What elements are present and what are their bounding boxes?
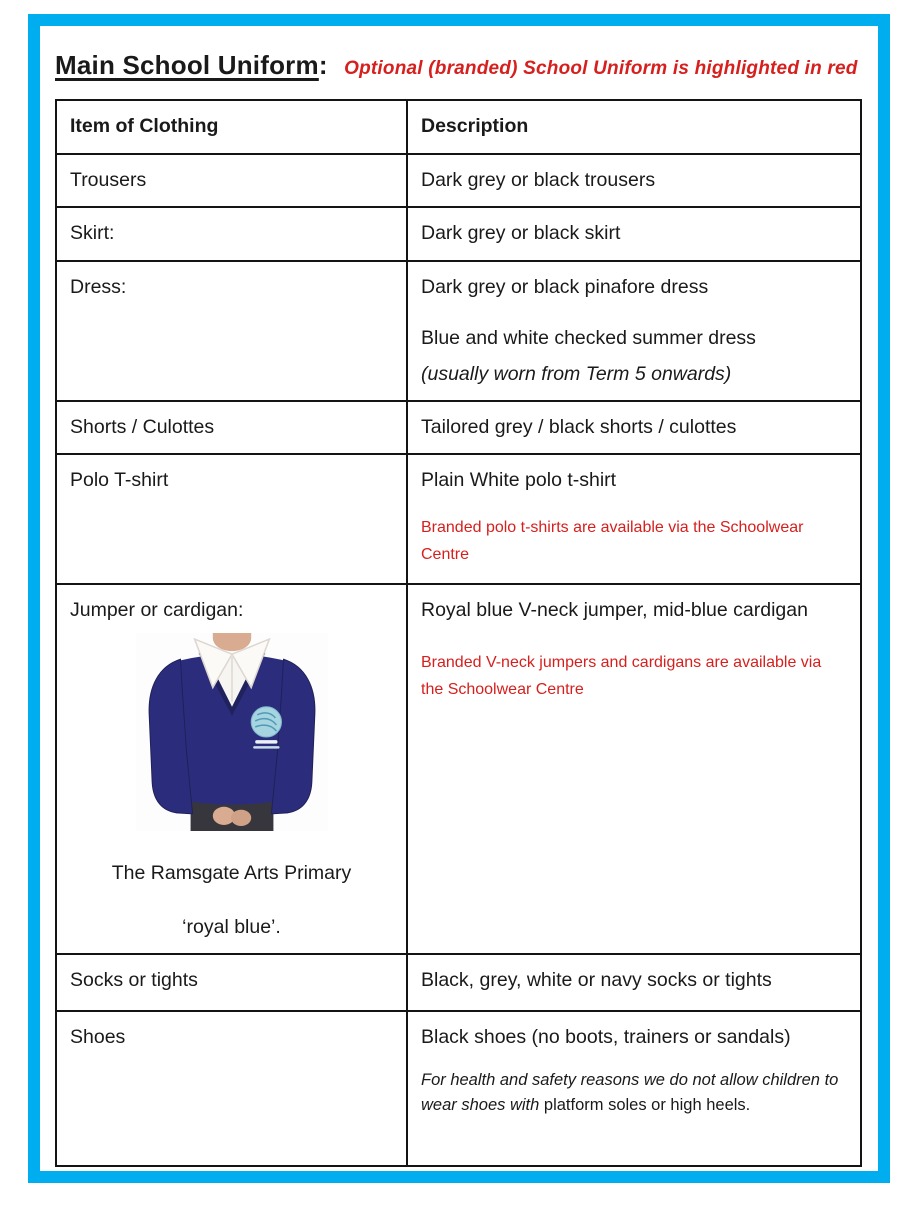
- desc-text: Dark grey or black pinafore dress: [421, 276, 709, 299]
- desc-text: Tailored grey / black shorts / culottes: [421, 416, 737, 439]
- item-cell: Shoes: [56, 1011, 407, 1166]
- branded-red-note: Branded polo t-shirts are available via the Schoolwear Centre: [421, 518, 804, 563]
- item-cell-jumper: [56, 584, 407, 954]
- heading-red-note: Optional (branded) School Uniform is highlighted in red: [344, 58, 858, 79]
- page-heading: [55, 50, 878, 81]
- table-row-shoes: [56, 1011, 861, 1166]
- note-italic-part: For health and safety reasons we do not allow children to wear shoes with: [421, 1070, 839, 1115]
- item-label: Jumper or cardigan:: [70, 599, 244, 622]
- child-hand: [230, 809, 250, 825]
- desc-cell: [407, 154, 861, 207]
- item-cell: Socks or tights: [56, 954, 407, 1011]
- desc-text: Black, grey, white or navy socks or tights: [421, 969, 772, 992]
- page-content: [40, 26, 878, 1167]
- table-row-dress: [56, 261, 861, 401]
- header-description: Description: [407, 100, 861, 154]
- table-header-row: [56, 100, 861, 154]
- desc-cell: [407, 954, 861, 1011]
- desc-note-italic: (usually worn from Term 5 onwards): [421, 362, 732, 385]
- item-cell: Trousers: [56, 154, 407, 207]
- page-border-frame: [28, 14, 890, 1183]
- school-jumper-photo: [136, 633, 328, 831]
- page-title-colon: :: [318, 50, 328, 80]
- table-row-trousers: [56, 154, 861, 207]
- desc-text: Dark grey or black skirt: [421, 222, 621, 245]
- desc-cell: [407, 454, 861, 584]
- desc-text: Royal blue V-neck jumper, mid-blue cardigan: [421, 599, 808, 622]
- uniform-table: [55, 99, 862, 1167]
- desc-text-2: Blue and white checked summer dress: [421, 326, 756, 349]
- table-row-polo-t-shirt: [56, 454, 861, 584]
- desc-text: Plain White polo t-shirt: [421, 469, 617, 492]
- jumper-photo-wrap: [70, 633, 393, 839]
- table-row-shorts-culottes: [56, 401, 861, 454]
- note-regular-part: platform soles or high heels.: [543, 1096, 751, 1115]
- table-row-socks-tights: [56, 954, 861, 1011]
- item-cell: Polo T-shirt: [56, 454, 407, 584]
- jumper-caption-line1: The Ramsgate Arts Primary: [111, 861, 352, 884]
- branded-red-note: Branded V-neck jumpers and cardigans are available via the Schoolwear Centre: [421, 653, 822, 698]
- table-row-skirt: [56, 207, 861, 261]
- desc-text: Black shoes (no boots, trainers or sandals): [421, 1026, 791, 1049]
- desc-cell: [407, 1011, 861, 1166]
- desc-cell: [407, 401, 861, 454]
- page-title: Main School Uniform: [55, 50, 319, 80]
- desc-cell: [407, 207, 861, 261]
- ramsgate-logo-badge: [251, 706, 281, 748]
- desc-cell: [407, 261, 861, 401]
- desc-text: Dark grey or black trousers: [421, 169, 656, 191]
- item-cell: Shorts / Culottes: [56, 401, 407, 454]
- item-cell: Skirt:: [56, 207, 407, 261]
- jumper-caption-line2: ‘royal blue’.: [182, 916, 281, 939]
- health-safety-note: [421, 1068, 847, 1119]
- item-cell: Dress:: [56, 261, 407, 401]
- header-item-of-clothing: Item of Clothing: [56, 100, 407, 154]
- desc-cell: [407, 584, 861, 954]
- table-row-jumper-cardigan: [56, 584, 861, 954]
